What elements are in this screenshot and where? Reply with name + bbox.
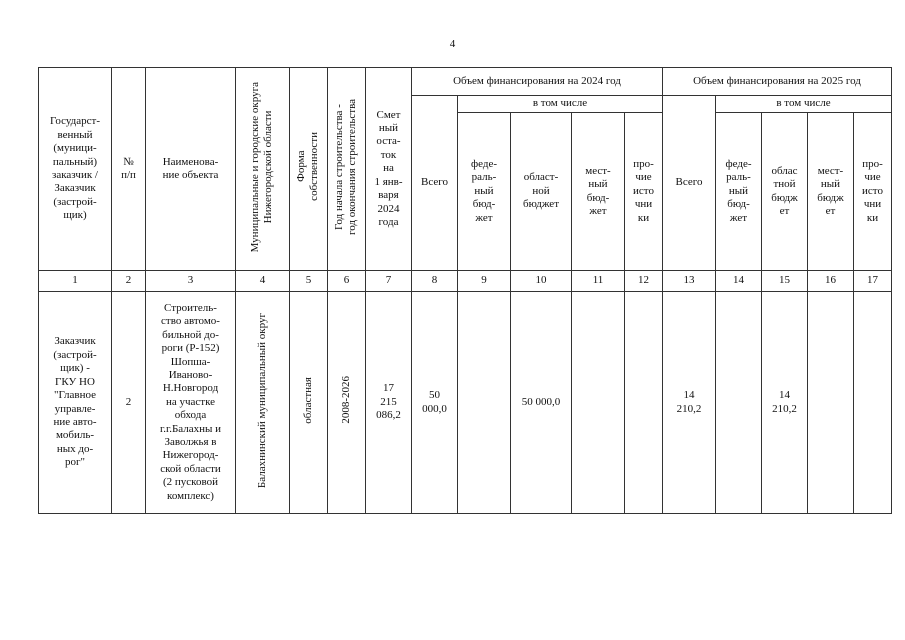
header-years-cell [328, 68, 366, 271]
header-other-2025: про- чие исто чни ки [854, 113, 892, 271]
cell-years: 2008-2026 [339, 376, 352, 425]
cell-regional-2025: 14 210,2 [762, 292, 808, 514]
cell-total-2025: 14 210,2 [663, 292, 716, 514]
col-number: 13 [663, 271, 716, 292]
col-number: 14 [716, 271, 762, 292]
header-local-2025: мест- ный бюдж ет [808, 113, 854, 271]
cell-total-2024: 50 000,0 [412, 292, 458, 514]
header-funding-2025: Объем финансирования на 2025 год [663, 68, 892, 96]
header-districts: Муниципальные и городские округа Нижегородской области [249, 81, 275, 252]
header-other-2024: про- чие исто чни ки [625, 113, 663, 271]
financing-table [38, 67, 892, 514]
col-number: 6 [328, 271, 366, 292]
header-funding-2024: Объем финансирования на 2024 год [412, 68, 663, 96]
col-number: 10 [511, 271, 572, 292]
col-number: 1 [39, 271, 112, 292]
header-estimate: Смет ный оста- ток на 1 янв- варя 2024 года [366, 68, 412, 271]
cell-ownership: областная [301, 376, 314, 424]
col-number: 3 [146, 271, 236, 292]
header-local-2024: мест- ный бюд- жет [572, 113, 625, 271]
cell-local-2024 [572, 292, 625, 514]
header-total-2024: Всего [412, 96, 458, 271]
col-number: 7 [366, 271, 412, 292]
col-number: 17 [854, 271, 892, 292]
table-row [39, 292, 892, 514]
cell-district: Балахнинский муниципальный округ [255, 312, 268, 488]
cell-federal-2024 [458, 292, 511, 514]
header-districts-cell [236, 68, 290, 271]
header-ownership: Форма собственности [295, 132, 321, 202]
header-including-2025: в том числе [716, 96, 892, 113]
header-regional-2025: облас тной бюдж ет [762, 113, 808, 271]
cell-number: 2 [112, 292, 146, 514]
col-number: 12 [625, 271, 663, 292]
header-federal-2024: феде- раль- ный бюд- жет [458, 113, 511, 271]
header-object-name: Наименова- ние объекта [146, 68, 236, 271]
col-number: 4 [236, 271, 290, 292]
header-regional-2024: област- ной бюджет [511, 113, 572, 271]
col-number: 8 [412, 271, 458, 292]
cell-local-2025 [808, 292, 854, 514]
cell-other-2024 [625, 292, 663, 514]
page-number: 4 [449, 38, 456, 50]
col-number: 11 [572, 271, 625, 292]
cell-years-wrap [328, 292, 366, 514]
header-customer: Государст- венный (муници- пальный) заказчик / Заказчик (застрой- щик) [39, 68, 112, 271]
cell-ownership-wrap [290, 292, 328, 514]
cell-customer: Заказчик (застрой- щик) - ГКУ НО "Главное управле- ние авто- мобиль- ных до- рог" [39, 292, 112, 514]
header-federal-2025: феде- раль- ный бюд- жет [716, 113, 762, 271]
cell-other-2025 [854, 292, 892, 514]
col-number: 15 [762, 271, 808, 292]
col-number: 9 [458, 271, 511, 292]
header-ownership-cell [290, 68, 328, 271]
header-number: № п/п [112, 68, 146, 271]
col-number: 5 [290, 271, 328, 292]
cell-regional-2024: 50 000,0 [511, 292, 572, 514]
cell-estimate: 17 215 086,2 [366, 292, 412, 514]
cell-object-name: Строитель- ство автомо- бильной до- роги (Р-152) Шопша- Иваново- Н.Новгород на участке обхода г.г.Балахны и Заволжья в Нижегород- ской области (2 пусковой комплекс) [146, 292, 236, 514]
col-number: 2 [112, 271, 146, 292]
header-total-2025: Всего [663, 96, 716, 271]
cell-district-wrap [236, 292, 290, 514]
col-number: 16 [808, 271, 854, 292]
header-including-2024: в том числе [458, 96, 663, 113]
cell-federal-2025 [716, 292, 762, 514]
header-years: Год начала строительства - год окончания строительства [333, 98, 359, 235]
